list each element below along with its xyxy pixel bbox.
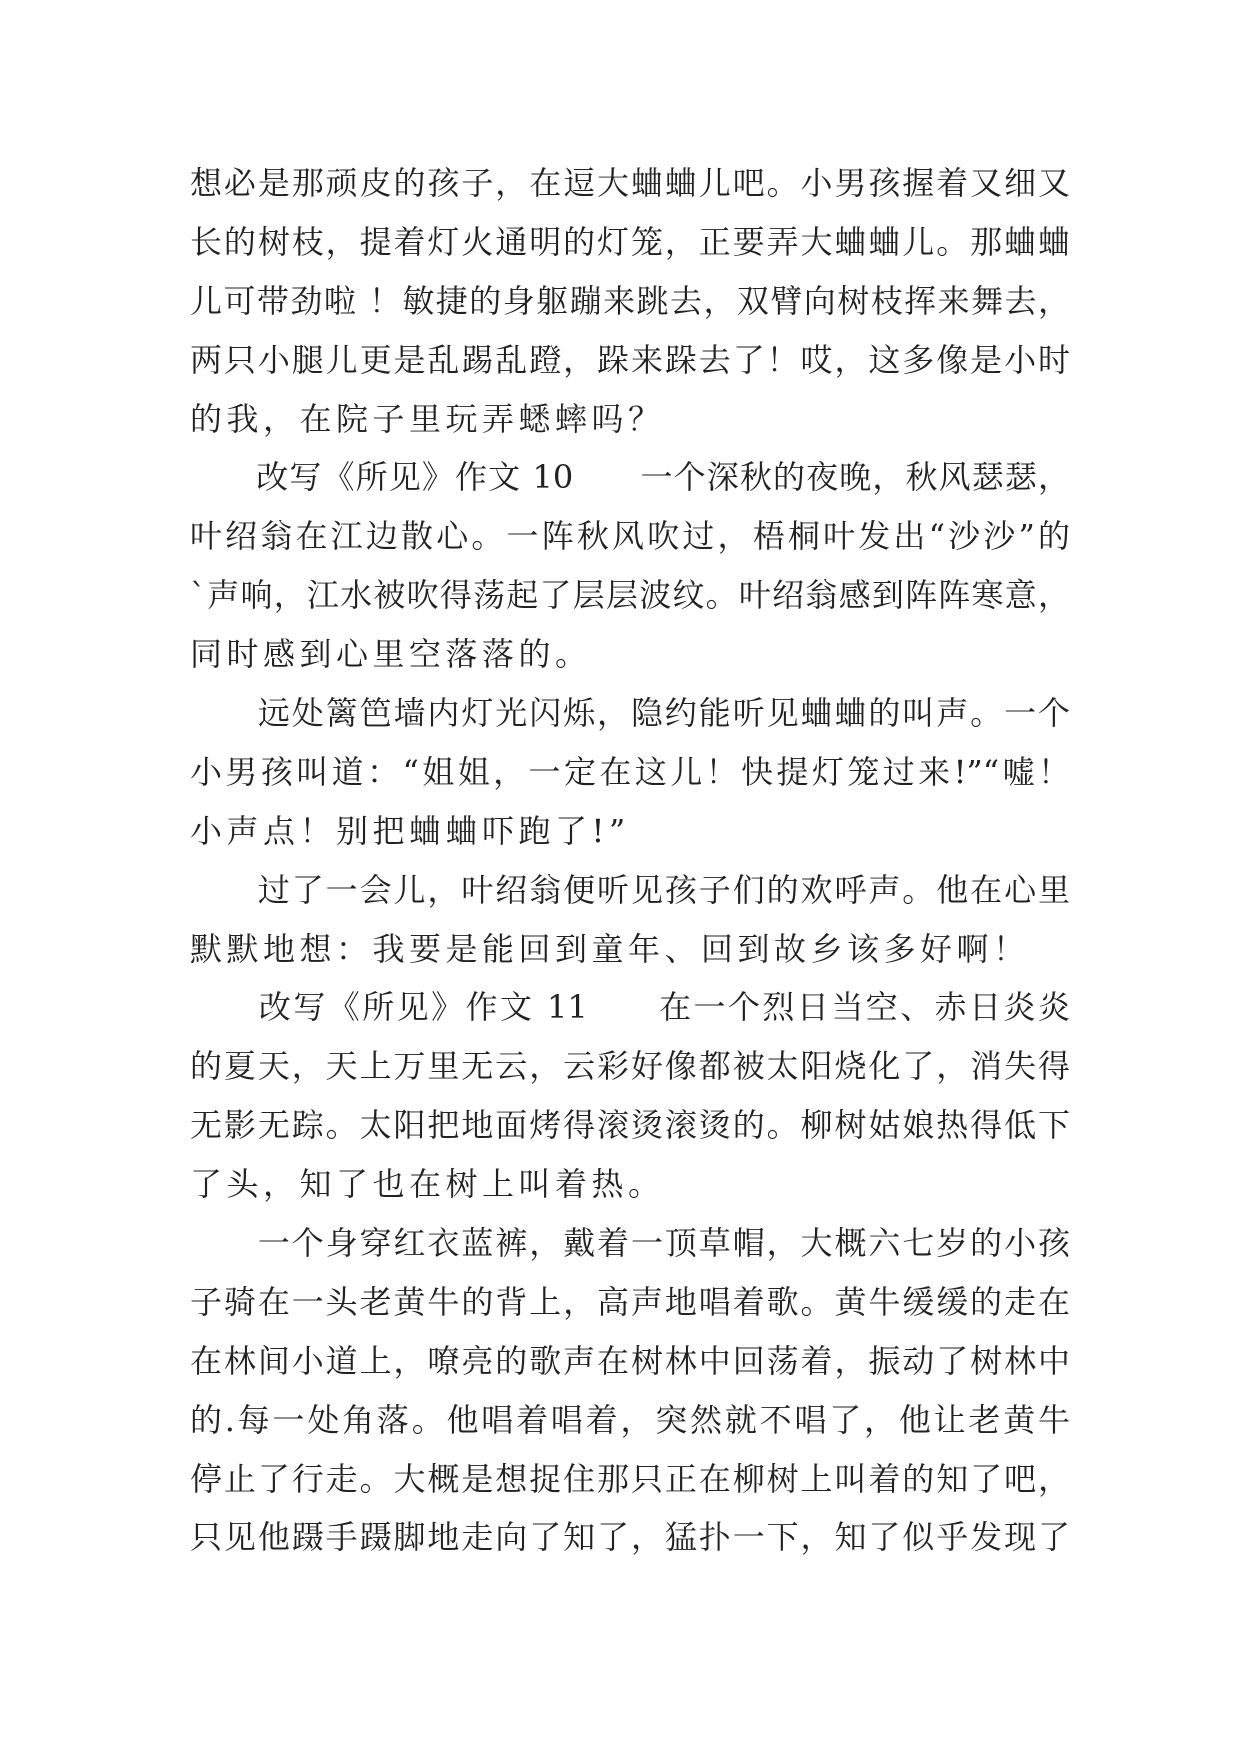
text-line: 叶绍翁在江边散心。一阵秋风吹过，梧桐叶发出“沙沙”的	[190, 517, 1070, 556]
text-line: 的夏天，天上万里无云，云彩好像都被太阳烧化了，消失得	[190, 1047, 1070, 1086]
text-line: 只见他蹑手蹑脚地走向了知了，猛扑一下，知了似乎发现了	[190, 1518, 1070, 1557]
text-line: 无影无踪。太阳把地面烤得滚烫滚烫的。柳树姑娘热得低下	[190, 1106, 1070, 1145]
text-line: 的我，在院子里玩弄蟋蟀吗？	[190, 399, 665, 438]
text-line: 子骑在一头老黄牛的背上，高声地唱着歌。黄牛缓缓的走在	[190, 1282, 1070, 1321]
text-line: 停止了行走。大概是想捉住那只正在柳树上叫着的知了吧，	[190, 1459, 1070, 1498]
text-line: 的.每一处角落。他唱着唱着，突然就不唱了，他让老黄牛	[190, 1400, 1070, 1439]
body-text	[190, 154, 1070, 1567]
text-line: 远处篱笆墙内灯光闪烁，隐约能听见蛐蛐的叫声。一个	[190, 694, 1070, 733]
text-line: 改写《所见》作文 10 一个深秋的夜晚，秋风瑟瑟，	[190, 458, 1070, 497]
text-line: 一个身穿红衣蓝裤，戴着一顶草帽，大概六七岁的小孩	[190, 1224, 1070, 1263]
text-line: 了头，知了也在树上叫着热。	[190, 1165, 665, 1204]
text-line: 过了一会儿，叶绍翁便听见孩子们的欢呼声。他在心里	[190, 870, 1070, 909]
text-line: 默默地想：我要是能回到童年、回到故乡该多好啊！	[190, 929, 1030, 968]
text-line: 在林间小道上，嘹亮的歌声在树林中回荡着，振动了树林中	[190, 1341, 1070, 1380]
text-line: 长的树枝，提着灯火通明的灯笼，正要弄大蛐蛐儿。那蛐蛐	[190, 222, 1070, 261]
text-line: 想必是那顽皮的孩子，在逗大蛐蛐儿吧。小男孩握着又细又	[190, 164, 1070, 202]
text-line: 改写《所见》作文 11 在一个烈日当空、赤日炎炎	[190, 988, 1070, 1027]
text-line: `声响，江水被吹得荡起了层层波纹。叶绍翁感到阵阵寒意，	[190, 576, 1070, 615]
text-line: 小声点！别把蛐蛐吓跑了!”	[190, 811, 630, 850]
text-line: 两只小腿儿更是乱踢乱蹬，跺来跺去了！哎，这多像是小时	[190, 340, 1070, 379]
text-line: 小男孩叫道：“姐姐，一定在这儿！快提灯笼过来!”“嘘！	[190, 752, 1070, 791]
text-line: 同时感到心里空落落的。	[190, 635, 592, 674]
text-line: 儿可带劲啦 ！敏捷的身躯蹦来跳去，双臂向树枝挥来舞去，	[190, 281, 1070, 320]
